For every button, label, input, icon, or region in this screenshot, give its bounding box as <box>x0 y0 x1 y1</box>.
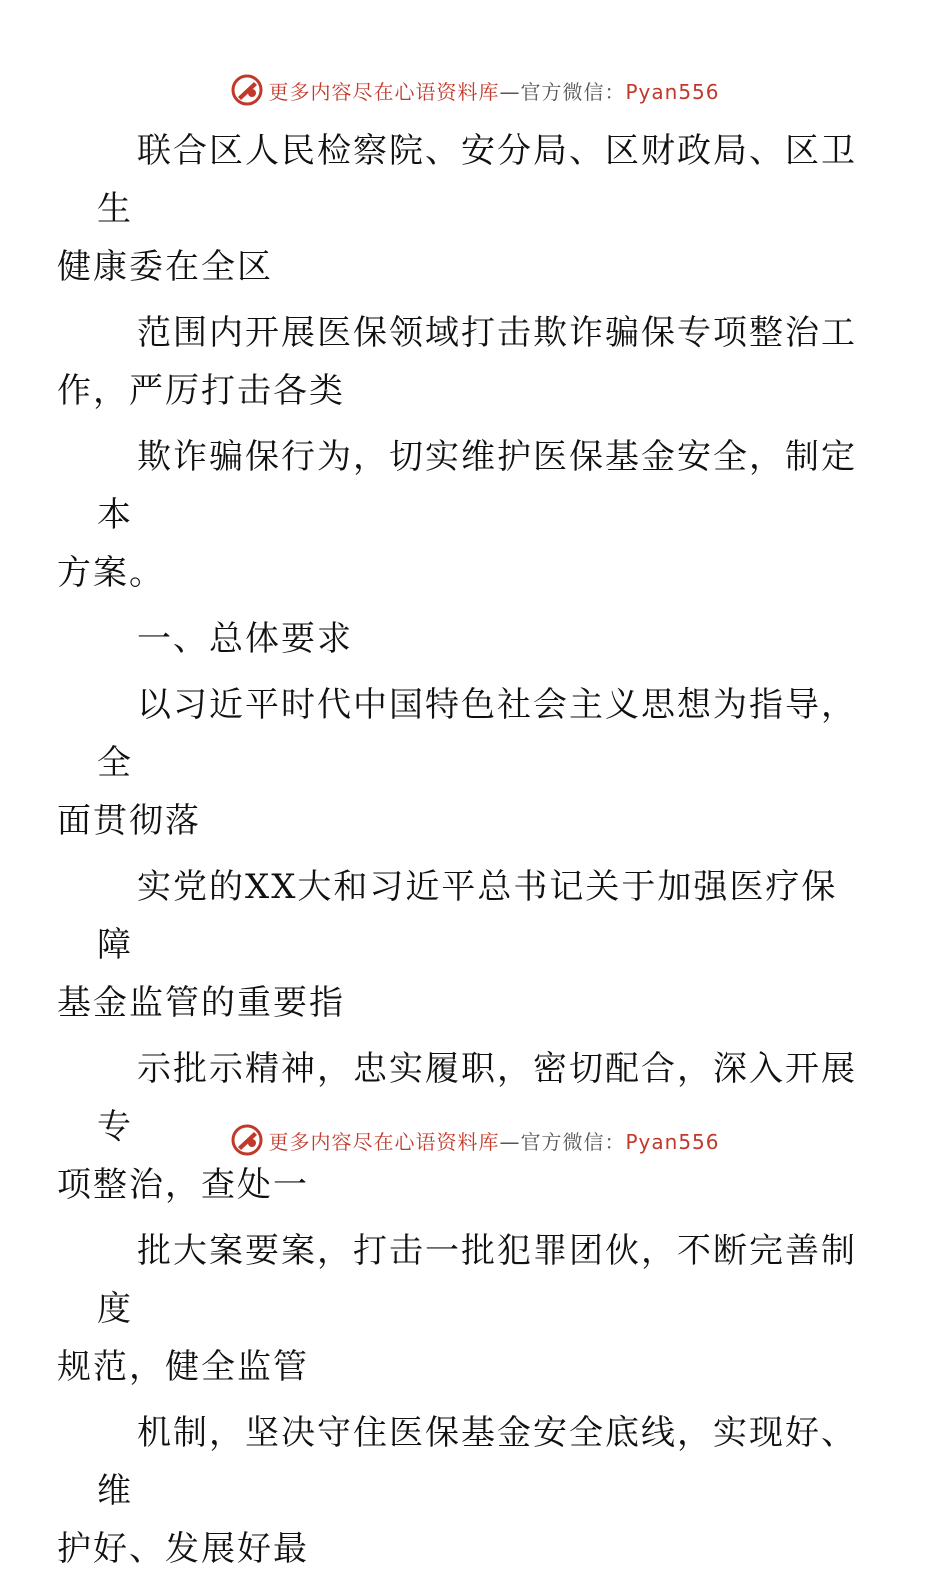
heading-text: 一、总体要求 <box>137 619 353 659</box>
watermark-wechat-id: Pyan556 <box>625 1129 720 1154</box>
watermark-wechat-id: Pyan556 <box>625 79 720 104</box>
watermark-wechat-label: 官方微信： <box>520 1129 626 1154</box>
brand-logo-icon <box>230 1123 264 1157</box>
paragraph-line: 欺诈骗保行为，切实维护医保基金安全，制定本 <box>97 437 857 535</box>
paragraph <box>57 1404 867 1578</box>
paragraph-line: 作，严厉打击各类 <box>57 371 345 411</box>
paragraph-line: 面贯彻落 <box>57 801 201 841</box>
paragraph-line: 基金监管的重要指 <box>57 983 345 1023</box>
paragraph <box>57 428 867 602</box>
paragraph-line: 联合区人民检察院、安分局、区财政局、区卫生 <box>97 131 857 229</box>
paragraph-line: 项整治，查处一 <box>57 1165 309 1205</box>
watermark-wechat-label: 官方微信： <box>520 79 626 104</box>
paragraph-line: 示批示精神，忠实履职，密切配合，深入开展专 <box>97 1049 857 1147</box>
watermark-separator: — <box>499 1129 521 1154</box>
paragraph-line: 机制，坚决守住医保基金安全底线，实现好、维 <box>97 1413 857 1511</box>
paragraph-line: 范围内开展医保领域打击欺诈骗保专项整治工 <box>137 313 857 353</box>
section-heading <box>97 610 867 668</box>
paragraph-line: 批大案要案，打击一批犯罪团伙，不断完善制度 <box>97 1231 857 1329</box>
watermark-main-text: 更多内容尽在心语资料库 <box>268 79 500 104</box>
watermark-separator: — <box>499 79 521 104</box>
watermark-main-text: 更多内容尽在心语资料库 <box>268 1129 500 1154</box>
paragraph-line: 以习近平时代中国特色社会主义思想为指导，全 <box>97 685 857 783</box>
paragraph <box>57 676 867 850</box>
paragraph <box>57 304 867 420</box>
paragraph-line: 护好、发展好最 <box>57 1529 309 1569</box>
watermark-text <box>268 1126 719 1155</box>
watermark-text <box>268 76 719 105</box>
paragraph-line: 实党的XX大和习近平总书记关于加强医疗保障 <box>97 867 838 965</box>
paragraph-line: 规范，健全监管 <box>57 1347 309 1387</box>
paragraph-line: 健康委在全区 <box>57 247 273 287</box>
brand-logo-icon <box>230 73 264 107</box>
paragraph <box>57 122 867 296</box>
header-watermark-banner <box>0 72 950 108</box>
paragraph-line: 方案。 <box>57 553 165 593</box>
paragraph <box>57 858 867 1032</box>
paragraph <box>57 1222 867 1396</box>
footer-watermark-banner <box>0 1122 950 1158</box>
document-body <box>57 122 867 1586</box>
